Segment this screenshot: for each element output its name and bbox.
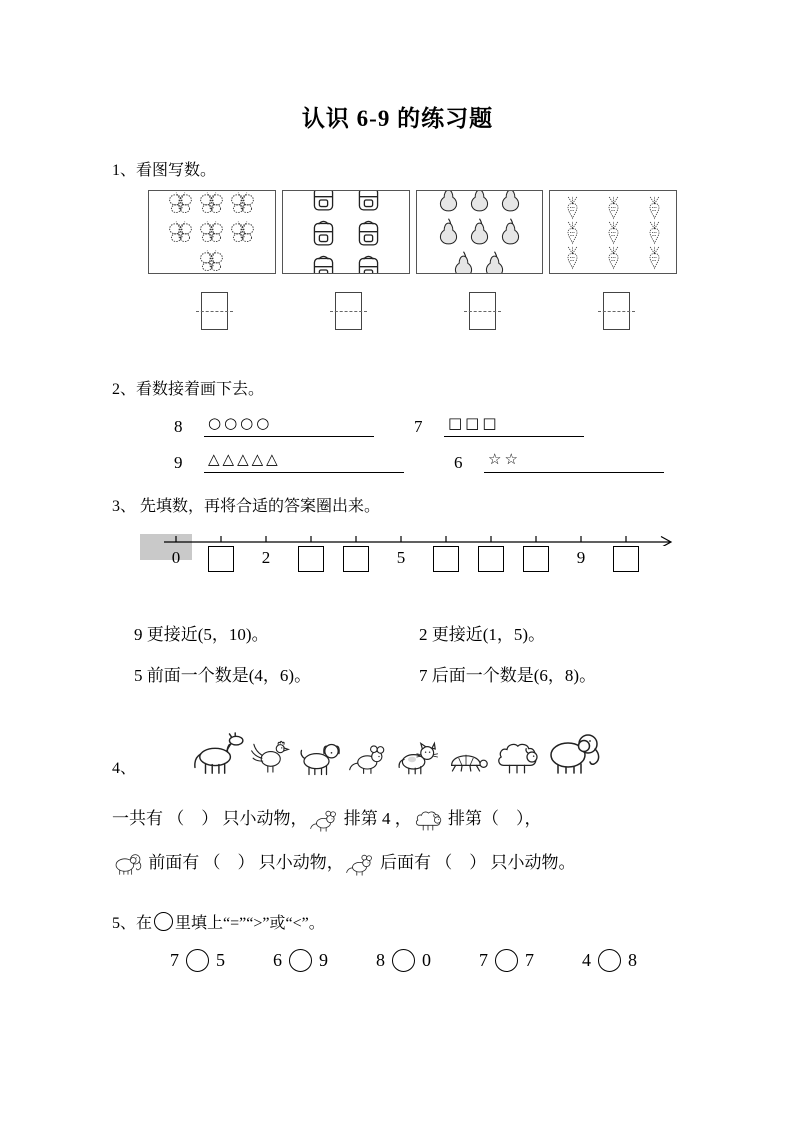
nl-fill-box	[208, 546, 234, 572]
q5-label-prefix: 5、在	[112, 915, 153, 932]
butterfly-icon	[166, 218, 195, 247]
q4-label: 4、	[112, 760, 137, 777]
q2-row-2	[174, 449, 683, 473]
comparison-item	[170, 949, 225, 972]
schoolbag-icon	[352, 251, 385, 275]
q2-number: 7	[414, 417, 423, 436]
pear-icon	[434, 190, 463, 216]
q1-label: 1、看图写数。	[112, 162, 217, 179]
schoolbag-icon	[307, 216, 340, 249]
q2-number: 8	[174, 417, 183, 436]
nl-fill-box	[433, 546, 459, 572]
butterfly-icon	[197, 190, 226, 218]
q4-row	[112, 728, 683, 778]
q2-draw-line	[204, 449, 404, 473]
circle-icon	[154, 912, 173, 931]
picture-box-pears	[416, 190, 544, 274]
answer-box-3	[469, 292, 496, 330]
pear-icon	[465, 216, 494, 249]
butterfly-icon	[197, 218, 226, 247]
cmp-left: 7	[170, 950, 179, 970]
animal-strip	[188, 728, 606, 778]
animal-horse-icon	[188, 732, 246, 778]
q1-picture-row	[148, 190, 683, 274]
pear-icon	[465, 190, 494, 216]
schoolbag-icon	[352, 216, 385, 249]
cmp-right: 7	[525, 950, 534, 970]
q2-draw-line	[444, 413, 584, 437]
q2-number: 9	[174, 453, 183, 472]
radish-icon	[642, 220, 667, 245]
schoolbag-icon	[352, 190, 385, 214]
answer-box-1	[201, 292, 228, 330]
q2-draw-line	[204, 413, 374, 437]
cmp-left: 8	[376, 950, 385, 970]
radish-icon	[601, 195, 626, 220]
dashed-midline	[598, 311, 635, 312]
dashed-midline	[196, 311, 233, 312]
q4-text-part: 后面有 （ ） 只小动物。	[375, 853, 576, 872]
nl-label-0: 0	[171, 548, 181, 567]
cmp-left: 6	[273, 950, 282, 970]
q4-text-part: 前面有 （ ） 只小动物，	[144, 853, 344, 872]
q2-shapes: □□□	[448, 414, 500, 432]
cmp-left: 4	[582, 950, 591, 970]
radish-icon	[601, 220, 626, 245]
pear-icon	[496, 190, 525, 216]
inline-elephant-icon	[112, 851, 144, 877]
q2-label: 2、看数接着画下去。	[112, 381, 265, 398]
radish-icon	[642, 245, 667, 270]
q4-text-part: 排第（ ），	[443, 809, 542, 828]
animal-rooster-icon	[248, 734, 292, 778]
nl-fill-box	[298, 546, 324, 572]
animal-turtle-icon	[442, 740, 490, 778]
nl-label-9: 9	[576, 548, 586, 567]
number-line	[164, 532, 684, 594]
statement: 2 更接近(1，5)。	[419, 625, 546, 644]
picture-box-butterflies	[148, 190, 276, 274]
cmp-right: 5	[216, 950, 225, 970]
nl-fill-box	[343, 546, 369, 572]
animal-sheep-icon	[492, 736, 542, 778]
cmp-right: 8	[628, 950, 637, 970]
comparison-item	[273, 949, 328, 972]
q2-rows	[174, 413, 683, 473]
radish-icon	[560, 245, 585, 270]
q1-answer-row	[148, 292, 683, 330]
nl-fill-box	[523, 546, 549, 572]
compare-circle	[598, 949, 621, 972]
picture-box-radishes	[549, 190, 677, 274]
radish-icon	[560, 220, 585, 245]
comparison-item	[376, 949, 431, 972]
q4-text-part: 排第 4 ，	[339, 809, 412, 828]
butterfly-icon	[228, 218, 257, 247]
q4-sentence-1	[112, 804, 683, 834]
q2-number: 6	[454, 453, 463, 472]
number-line-axis	[164, 532, 684, 546]
compare-circle	[495, 949, 518, 972]
q5-label-suffix: 里填上“=”“>”或“<”。	[175, 915, 325, 932]
dashed-midline	[330, 311, 367, 312]
q4-sentence-2	[112, 848, 683, 878]
schoolbag-icon	[307, 251, 340, 275]
statement: 7 后面一个数是(6，8)。	[419, 666, 597, 685]
animal-cat-icon	[392, 736, 440, 778]
butterfly-icon	[197, 247, 226, 275]
q2-shapes: △△△△△	[208, 450, 281, 468]
picture-box-schoolbags	[282, 190, 410, 274]
cmp-left: 7	[479, 950, 488, 970]
nl-label-2: 2	[261, 548, 271, 567]
animal-elephant-icon	[544, 728, 604, 778]
comparison-item	[479, 949, 534, 972]
dashed-midline	[464, 311, 501, 312]
radish-icon	[560, 195, 585, 220]
q4-text-part: 一共有 （ ） 只小动物，	[112, 809, 308, 828]
nl-fill-box	[478, 546, 504, 572]
animal-mouse-icon	[346, 738, 390, 778]
cmp-right: 0	[422, 950, 431, 970]
inline-mouse-icon	[308, 807, 340, 833]
inline-sheep-icon	[412, 807, 444, 833]
compare-circle	[289, 949, 312, 972]
q3-statements	[134, 620, 683, 686]
nl-label-5: 5	[396, 548, 406, 567]
pear-icon	[480, 249, 509, 275]
compare-circle	[186, 949, 209, 972]
q2-draw-line	[484, 449, 664, 473]
q2-row-1	[174, 413, 683, 437]
q5-comparisons	[170, 949, 683, 972]
pear-icon	[449, 249, 478, 275]
q3-label: 3、 先填数，再将合适的答案圈出来。	[112, 498, 381, 515]
statement: 9 更接近(5，10)。	[134, 625, 269, 644]
butterfly-icon	[166, 190, 195, 218]
answer-box-4	[603, 292, 630, 330]
pear-icon	[496, 216, 525, 249]
pear-icon	[434, 216, 463, 249]
number-line-cells	[164, 546, 684, 586]
q2-shapes: ○○○○	[208, 414, 273, 432]
inline-mouse-icon	[344, 851, 376, 877]
page-title: 认识 6-9 的练习题	[301, 106, 494, 131]
animal-dog-icon	[294, 736, 344, 778]
butterfly-icon	[228, 190, 257, 218]
answer-box-2	[335, 292, 362, 330]
statement: 5 前面一个数是(4，6)。	[134, 666, 312, 685]
q2-shapes: ☆☆	[488, 450, 521, 468]
q5-label	[112, 910, 683, 933]
compare-circle	[392, 949, 415, 972]
comparison-item	[582, 949, 637, 972]
nl-fill-box	[613, 546, 639, 572]
schoolbag-icon	[307, 190, 340, 214]
radish-icon	[601, 245, 626, 270]
cmp-right: 9	[319, 950, 328, 970]
radish-icon	[642, 195, 667, 220]
